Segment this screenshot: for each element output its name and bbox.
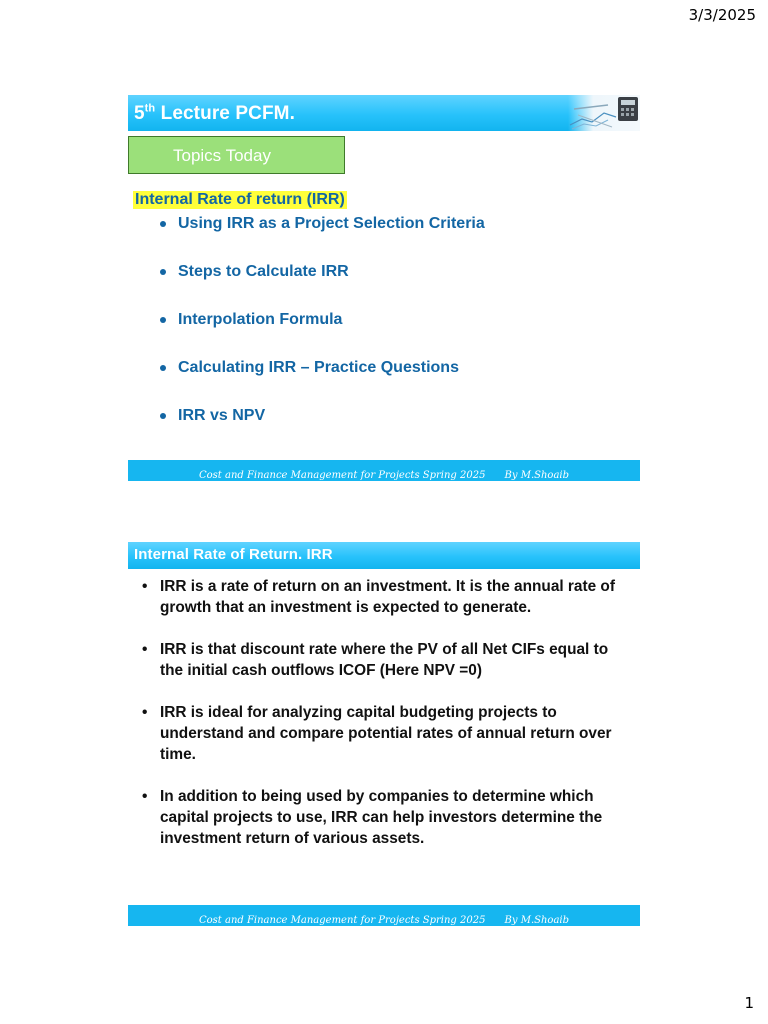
bullet-icon: • [142, 704, 148, 721]
calculator-chart-icon [568, 95, 640, 131]
slide-2-title-bar [128, 542, 640, 569]
list-item [158, 359, 485, 407]
list-item [140, 576, 630, 618]
irr-bullet-list [140, 576, 630, 870]
section-heading-irr: Internal Rate of return (IRR) [135, 191, 345, 208]
footer-text: Cost and Finance Management for Projects Spring 2025 By M.Shoaib [198, 470, 570, 481]
topic-text: Calculating IRR – Practice Questions [178, 359, 459, 376]
bullet-icon: • [142, 788, 148, 805]
list-item [140, 639, 630, 681]
topic-text: Steps to Calculate IRR [178, 263, 349, 280]
slide-2-title: Internal Rate of Return. IRR [134, 546, 333, 563]
bullet-icon [160, 221, 166, 227]
page-number: 1 [744, 994, 754, 1012]
bullet-text: IRR is that discount rate where the PV of all Net CIFs equal to the initial cash outflows ICOF (Here NPV =0) [160, 641, 609, 679]
footer-text: Cost and Finance Management for Projects Spring 2025 By M.Shoaib [198, 915, 570, 926]
list-item [158, 311, 485, 359]
slide-1-title [134, 103, 295, 125]
bullet-text: IRR is a rate of return on an investment. It is the annual rate of growth that an investment is expected to generate. [160, 578, 615, 616]
bullet-icon [160, 413, 166, 419]
topic-text: Interpolation Formula [178, 311, 343, 328]
list-item [158, 263, 485, 311]
slide-1 [128, 95, 640, 483]
bullet-icon [160, 269, 166, 275]
topic-text: Using IRR as a Project Selection Criteria [178, 215, 485, 232]
slide-1-title-bar [128, 95, 640, 131]
bullet-text: In addition to being used by companies to determine which capital projects to use, IRR can help investors determine the investment return of various assets. [160, 788, 603, 847]
bullet-icon [160, 317, 166, 323]
title-rest: Lecture PCFM. [155, 103, 295, 124]
bullet-icon: • [142, 641, 148, 658]
slide-2 [128, 542, 640, 928]
topics-today-label: Topics Today [173, 146, 271, 165]
page-date: 3/3/2025 [688, 6, 756, 24]
bullet-icon: • [142, 578, 148, 595]
title-number: 5 [134, 103, 145, 124]
bullet-text: IRR is ideal for analyzing capital budgeting projects to understand and compare potential rates of annual return over time. [160, 704, 612, 763]
list-item [158, 215, 485, 263]
list-item [140, 786, 630, 849]
topic-list [158, 215, 485, 455]
list-item [158, 407, 485, 455]
bullet-icon [160, 365, 166, 371]
topics-today-box [128, 136, 345, 174]
topic-text: IRR vs NPV [178, 407, 266, 424]
slide-2-footer [128, 905, 640, 926]
list-item [140, 702, 630, 765]
slide-1-footer [128, 460, 640, 481]
title-superscript: th [144, 102, 156, 115]
